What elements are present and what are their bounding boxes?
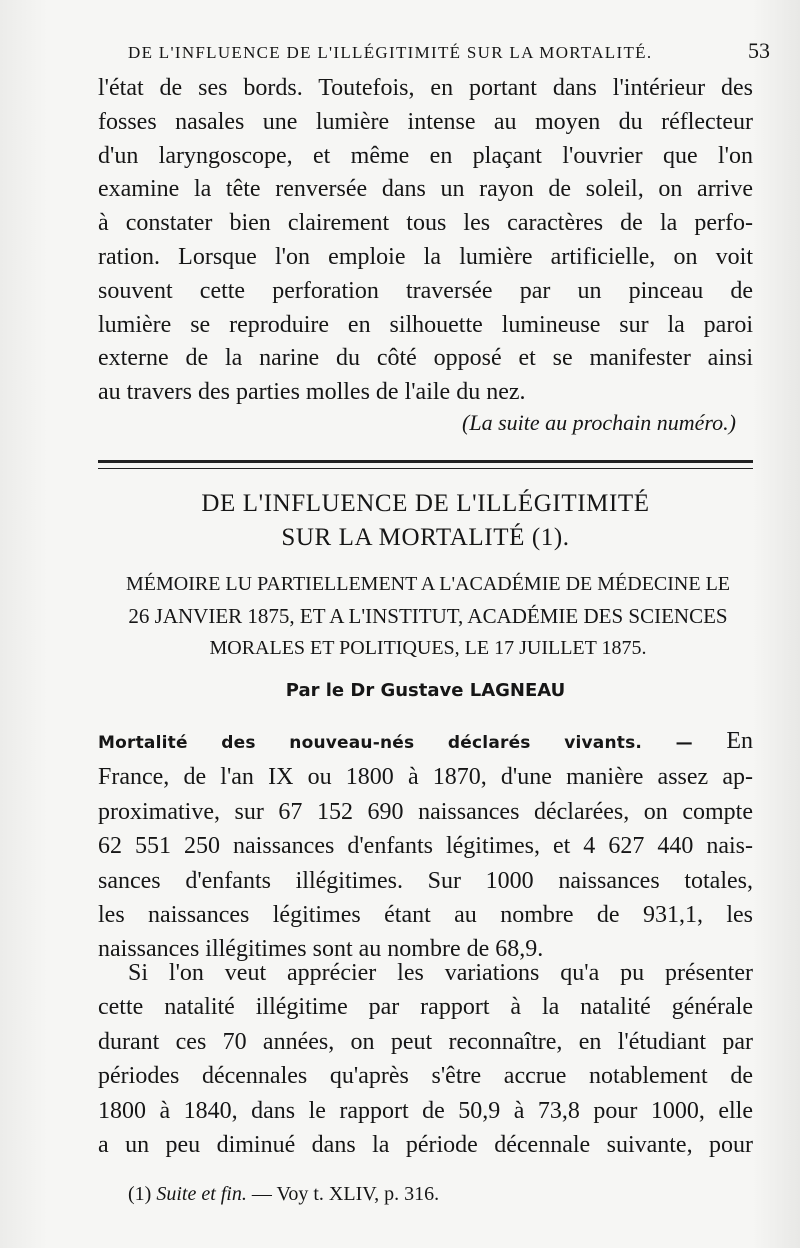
footnote-reference: — Voy t. XLIV, p. 316. <box>251 1183 440 1205</box>
running-header <box>128 38 770 64</box>
text-line: cette natalité illégitime par rapport à la natalité générale <box>98 994 753 1021</box>
text-line: fosses nasales une lumière intense au moyen du réflecteur <box>98 108 753 135</box>
footnote-italic: Suite et fin. <box>156 1183 247 1205</box>
footnote-marker: (1) <box>128 1183 152 1205</box>
section-divider-thin <box>98 468 753 469</box>
paragraph-2 <box>98 956 753 1162</box>
memoir-line: MÉMOIRE LU PARTIELLEMENT A L'ACADÉMIE DE MÉDECINE LE <box>125 573 731 595</box>
text-line: examine la tête renversée dans un rayon de soleil, on arrive <box>98 176 753 203</box>
text-line: Si l'on veut apprécier les variations qu'a pu présenter <box>128 960 753 986</box>
footnote <box>128 1183 439 1206</box>
memoir-line: 26 JANVIER 1875, ET A L'INSTITUT, ACADÉMIE DES SCIENCES <box>128 604 728 628</box>
text-line: à constater bien clairement tous les caractères de la perfo- <box>98 210 753 237</box>
page-number: 53 <box>748 38 770 63</box>
text-line: au travers des parties molles de l'aile du nez. <box>98 379 526 406</box>
text-line: lumière se reproduire en silhouette lumineuse sur la paroi <box>98 311 753 338</box>
text-line: durant ces 70 années, on peut reconnaître, en l'étudiant par <box>98 1028 753 1055</box>
paragraph-start-word: En <box>726 728 753 754</box>
text-line: naissances illégitimes sont au nombre de 68,9. <box>98 936 544 963</box>
text-line: France, de l'an IX ou 1800 à 1870, d'une manière assez ap- <box>98 764 753 791</box>
article-title-line2: SUR LA MORTALITÉ (1). <box>281 524 570 551</box>
text-line: les naissances légitimes étant au nombre de 931,1, les <box>98 902 753 929</box>
memoir-subtitle <box>98 568 758 664</box>
paragraph-1 <box>98 724 753 967</box>
running-title: DE L'INFLUENCE DE L'ILLÉGITIMITÉ SUR LA MORTALITÉ. <box>128 43 653 62</box>
memoir-line: MORALES ET POLITIQUES, LE 17 JUILLET 1875. <box>209 637 647 659</box>
text-line: a un peu diminué dans la période décennale suivante, pour <box>98 1132 753 1159</box>
section-divider-thick <box>98 460 753 463</box>
continuation-note: (La suite au prochain numéro.) <box>462 410 736 435</box>
previous-article-text <box>98 72 753 410</box>
text-line: sances d'enfants illégitimes. Sur 1000 naissances totales, <box>98 867 753 894</box>
article-title-line1: DE L'INFLUENCE DE L'ILLÉGITIMITÉ <box>201 490 650 517</box>
section-heading: Mortalité des nouveau-nés déclarés vivants. — <box>98 733 693 753</box>
text-line: proximative, sur 67 152 690 naissances déclarées, on compte <box>98 798 753 825</box>
text-line: externe de la narine du côté opposé et se manifester ainsi <box>98 345 753 372</box>
text-line <box>98 724 753 760</box>
text-line: souvent cette perforation traversée par un pinceau de <box>98 277 753 304</box>
text-line: périodes décennales qu'après s'être accrue notablement de <box>98 1063 753 1090</box>
text-line: 1800 à 1840, dans le rapport de 50,9 à 73,8 pour 1000, elle <box>98 1097 753 1124</box>
text-line: d'un laryngoscope, et même en plaçant l'ouvrier que l'on <box>98 142 753 169</box>
author-byline: Par le Dr Gustave LAGNEAU <box>285 680 566 701</box>
text-line: l'état de ses bords. Toutefois, en portant dans l'intérieur des <box>98 75 753 101</box>
text-line: 62 551 250 naissances d'enfants légitimes, et 4 627 440 nais- <box>98 833 753 860</box>
text-line: ration. Lorsque l'on emploie la lumière artificielle, on voit <box>98 243 753 270</box>
